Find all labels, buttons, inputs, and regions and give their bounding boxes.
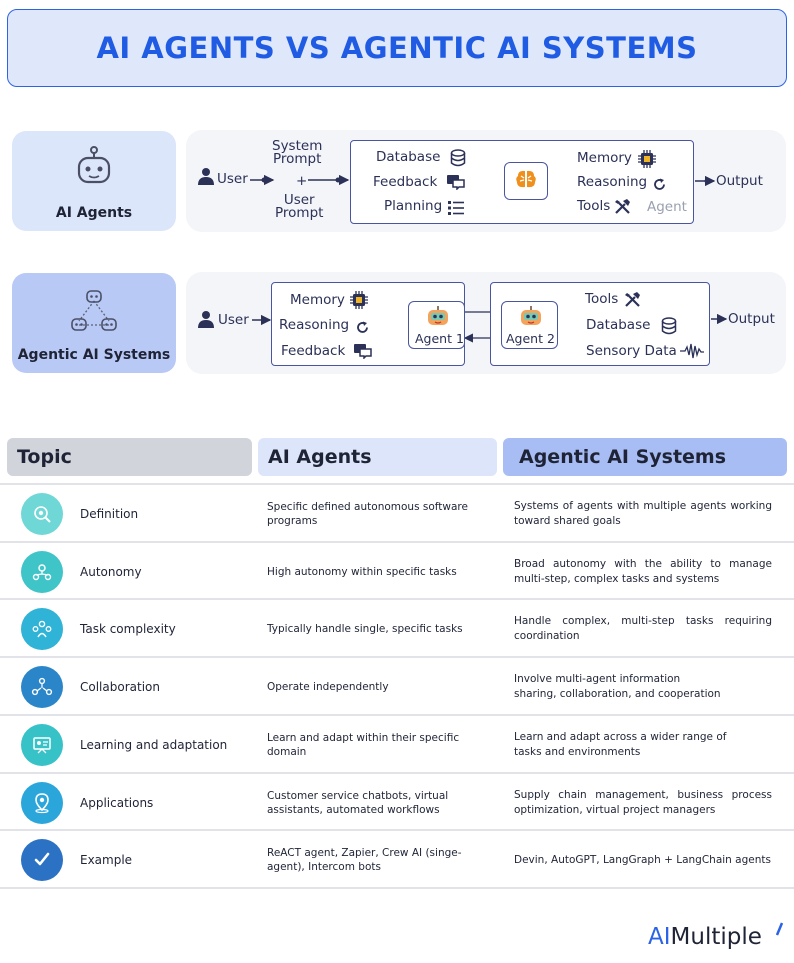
- agentic-ai-card: [12, 273, 176, 373]
- user-label: User: [217, 171, 248, 187]
- row-agentic-text: Learn and adapt across a wider range of tasks and environments: [514, 731, 727, 758]
- user-prompt-label: User Prompt: [275, 192, 324, 221]
- header-agentic-ai: Agentic AI Systems: [503, 438, 787, 476]
- agent-2-robot-icon: [520, 306, 542, 330]
- user-label: User: [218, 312, 249, 328]
- row-agentic-cell: [514, 716, 772, 774]
- row-agentic-text: Handle complex, multi-step tasks requiring coordination: [514, 615, 772, 642]
- row-topic: Definition: [80, 507, 139, 521]
- collaboration-icon: [21, 666, 63, 708]
- row-ai-agents-text: High autonomy within specific tasks: [267, 566, 457, 578]
- output-label: Output: [716, 173, 763, 189]
- agentic-ai-label: Agentic AI Systems: [17, 347, 171, 363]
- planning-label: Planning: [384, 198, 443, 214]
- ai-agent-flow-diagram: [186, 130, 786, 232]
- logo-ai-part: AI: [648, 924, 671, 950]
- search-gear-icon: [21, 493, 63, 535]
- row-agentic-text: Devin, AutoGPT, LangGraph + LangChain agents: [514, 853, 771, 866]
- row-ai-agents-cell: [267, 831, 495, 889]
- tools-label: Tools: [577, 198, 611, 214]
- tools-icon: [624, 292, 641, 311]
- row-agentic-cell: [514, 543, 772, 601]
- database-icon: [661, 317, 677, 339]
- row-agentic-cell: [514, 600, 772, 658]
- row-agentic-text: Broad autonomy with the ability to manage multi-step, complex tasks and systems: [514, 558, 772, 585]
- reasoning-label: Reasoning: [577, 174, 648, 190]
- row-ai-agents-cell: [267, 485, 495, 543]
- row-topic: Example: [80, 853, 133, 867]
- refresh-icon: [356, 319, 369, 338]
- title-banner: [7, 9, 787, 87]
- agentic-ai-flow-diagram: [186, 272, 786, 374]
- row-ai-agents-text: Specific defined autonomous software programs: [267, 501, 468, 527]
- row-ai-agents-text: ReACT agent, Zapier, Crew AI (singe-agent), Intercom bots: [267, 847, 462, 873]
- header-topic: Topic: [7, 438, 252, 476]
- output-label: Output: [728, 311, 775, 327]
- user-icon: [198, 310, 214, 332]
- row-ai-agents-text: Customer service chatbots, virtual assistants, automated workflows: [267, 790, 449, 816]
- table-row: [0, 774, 794, 832]
- waveform-icon: [680, 343, 704, 363]
- tools-label: Tools: [585, 291, 619, 307]
- row-divider: [0, 887, 794, 889]
- row-agentic-text: Supply chain management, business process optimization, virtual project managers: [514, 789, 772, 816]
- reasoning-label: Reasoning: [279, 317, 350, 333]
- row-ai-agents-cell: [267, 600, 495, 658]
- table-row: [0, 831, 794, 889]
- agent-2-node: [501, 301, 558, 349]
- team-gear-icon: [21, 608, 63, 650]
- table-row: [0, 543, 794, 601]
- multi-agent-network-icon: [67, 287, 121, 339]
- user-icon: [198, 167, 214, 189]
- sensory-data-label: Sensory Data: [586, 343, 677, 359]
- row-agentic-cell: [514, 485, 772, 543]
- refresh-icon: [653, 176, 666, 195]
- feedback-icon: [354, 344, 372, 363]
- table-row: [0, 716, 794, 774]
- planning-list-icon: [448, 200, 464, 219]
- logo-multiple-part: Multiple: [670, 924, 762, 950]
- logo-accent-icon: [776, 922, 786, 936]
- agent-2-label: Agent 2: [506, 331, 555, 346]
- memory-label: Memory: [577, 150, 632, 166]
- database-label: Database: [586, 317, 651, 333]
- learning-board-icon: [21, 724, 63, 766]
- database-icon: [450, 149, 466, 171]
- row-ai-agents-text: Operate independently: [267, 681, 389, 693]
- agent-caption: Agent: [647, 199, 687, 215]
- agent-1-label: Agent 1: [415, 331, 464, 346]
- agent-1-node: [408, 301, 465, 349]
- checkmark-icon: [21, 839, 63, 881]
- row-ai-agents-cell: [267, 774, 495, 832]
- feedback-label: Feedback: [373, 174, 438, 190]
- system-prompt-label: System Prompt: [272, 138, 323, 167]
- feedback-label: Feedback: [281, 343, 346, 359]
- row-agentic-cell: [514, 831, 772, 889]
- row-agentic-cell: [514, 774, 772, 832]
- memory-label: Memory: [290, 292, 345, 308]
- row-ai-agents-cell: [267, 543, 495, 601]
- brain-core: [504, 162, 548, 200]
- row-agentic-text: Involve multi-agent information sharing, collaboration, and cooperation: [514, 673, 721, 700]
- row-agentic-text: Systems of agents with multiple agents working toward shared goals: [514, 500, 772, 527]
- page-title: AI AGENTS VS AGENTIC AI SYSTEMS: [96, 31, 698, 65]
- tools-icon: [614, 199, 631, 218]
- ai-agents-label: AI Agents: [55, 205, 133, 221]
- row-ai-agents-text: Learn and adapt within their specific domain: [267, 732, 460, 758]
- row-topic: Autonomy: [80, 565, 142, 579]
- network-gear-icon: [21, 551, 63, 593]
- row-ai-agents-cell: [267, 716, 495, 774]
- row-topic: Task complexity: [80, 622, 176, 636]
- row-agentic-cell: [514, 658, 772, 716]
- ai-agents-card: [12, 131, 176, 231]
- row-ai-agents-cell: [267, 658, 495, 716]
- table-row: [0, 485, 794, 543]
- row-topic: Applications: [80, 796, 154, 810]
- location-pin-icon: [21, 782, 63, 824]
- memory-chip-icon: [350, 291, 368, 313]
- row-ai-agents-text: Typically handle single, specific tasks: [267, 623, 463, 635]
- table-row: [0, 600, 794, 658]
- aimultiple-logo: [648, 924, 762, 950]
- brain-icon: [515, 169, 537, 193]
- feedback-icon: [447, 175, 465, 194]
- database-label: Database: [376, 149, 441, 165]
- plus-sign: +: [296, 173, 308, 189]
- agent-1-robot-icon: [427, 306, 449, 330]
- row-topic: Collaboration: [80, 680, 160, 694]
- row-topic: Learning and adaptation: [80, 738, 228, 752]
- header-ai-agents: AI Agents: [258, 438, 497, 476]
- memory-chip-icon: [638, 150, 656, 172]
- table-row: [0, 658, 794, 716]
- robot-icon: [72, 145, 116, 193]
